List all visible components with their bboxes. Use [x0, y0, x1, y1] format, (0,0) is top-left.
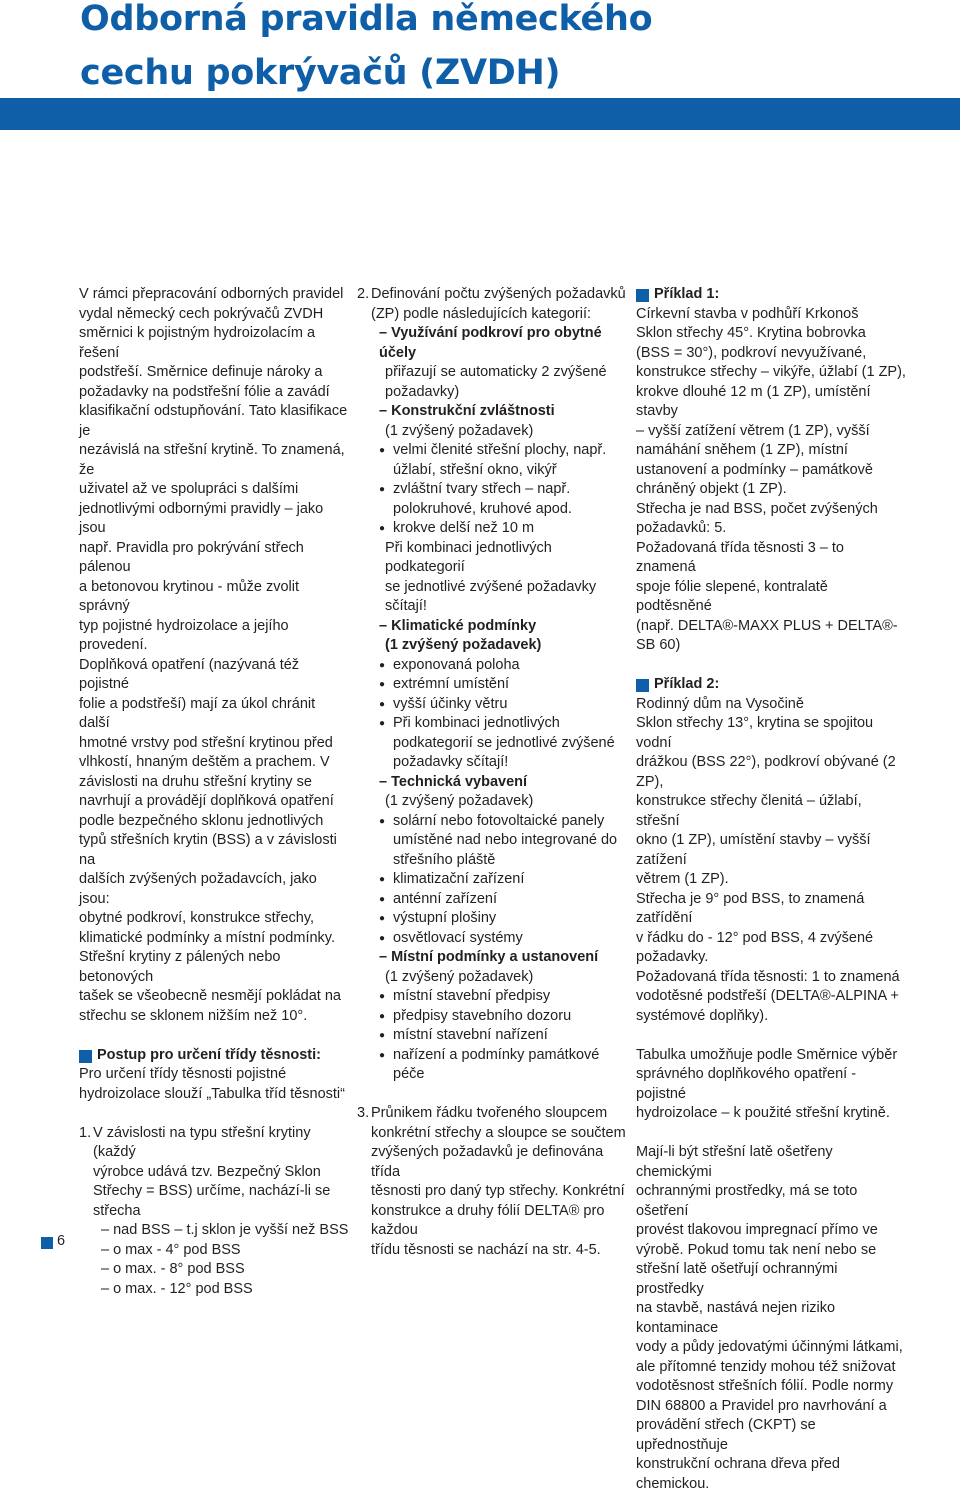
text-line: konstrukční ochrana dřeva před chemickou.: [636, 1456, 840, 1492]
text-line: Tabulka umožňuje podle Směrnice výběr: [636, 1046, 898, 1063]
bullet-item: ● velmi členité střešní plochy, např.: [357, 441, 632, 461]
text-line: typů střešních krytin (BSS) a v závislosti na: [79, 832, 337, 868]
category-5-list: [357, 987, 632, 1085]
text-line: (BSS = 30°), podkroví nevyužívané,: [636, 344, 867, 361]
text-line: závislosti na druhu střešní krytiny se: [79, 773, 312, 790]
text-line: Sklon střechy 13°, krytina se spojitou vodní: [636, 715, 874, 751]
bullet-item: ● zvláštní tvary střech – např.: [357, 480, 632, 500]
text-line: požadavky): [385, 383, 460, 400]
page-number-square-icon: [41, 1237, 53, 1249]
text-line: – o max. - 12° pod BSS: [101, 1280, 253, 1297]
bullet-item-continuation: umístěné nad nebo integrované do: [393, 832, 618, 848]
text-line: Střecha je nad BSS, počet zvýšených: [636, 500, 878, 517]
text-line: spoje fólie slepené, kontralatě podtěsněné: [636, 578, 828, 614]
bullet-item-continuation: polokruhové, kruhové apod.: [393, 500, 572, 517]
category-4-sub: (1 zvýšený požadavek): [385, 793, 534, 809]
text-line: chráněný objekt (1 ZP).: [636, 481, 787, 497]
category-2-note: [357, 539, 632, 617]
text-line: provedení.: [79, 637, 148, 653]
text-line: a betonovou krytinou - může zvolit správný: [79, 578, 300, 614]
bullet-item: ● Při kombinaci jednotlivých: [357, 714, 632, 734]
step-1: 1. V závislosti na typu střešní krytiny (každý výrobce udává tzv. Bezpečný Sklon Střechy = BSS) určíme, nachází-li se střecha: [79, 1124, 349, 1222]
bullet-item: ● nařízení a podmínky památkové péče: [357, 1046, 632, 1085]
title-line-1: Odborná pravidla německého: [80, 0, 653, 39]
header-bar: [0, 98, 960, 130]
category-2-title: – Konstrukční zvláštnosti: [379, 403, 555, 419]
bullet-item: ● předpisy stavebního dozoru: [357, 1007, 632, 1027]
text-line: správného doplňkového opatření - pojistné: [636, 1066, 857, 1102]
text-line: v řádku do - 12° pod BSS, 4 zvýšené: [636, 929, 874, 946]
bullet-item: ● vyšší účinky větru: [357, 695, 632, 715]
text-line: ustanovení a podmínky – památkově: [636, 461, 873, 478]
text-line: střešní latě ošetřují ochrannými prostředky: [636, 1261, 838, 1297]
text-line: hmotné vrstvy pod střešní krytinou před: [79, 734, 333, 751]
bullet-item: ● klimatizační zařízení: [357, 870, 632, 890]
table-usage-paragraph: [636, 1046, 906, 1124]
example-1-heading: Příklad 1:: [636, 285, 906, 305]
example-2-text: [636, 695, 906, 1027]
text-line: konkrétní střechy a sloupce se součtem: [371, 1124, 626, 1141]
page-number: 6: [57, 1233, 66, 1249]
text-line: uživatel až ve spolupráci s dalšími: [79, 481, 299, 497]
bullet-item-continuation: střešního pláště: [393, 851, 496, 868]
text-line: jednotlivými odbornými pravidly – jako jsou: [79, 500, 324, 536]
text-line: se jednotlivé zvýšené požadavky sčítají!: [385, 578, 597, 614]
title-line-2: cechu pokrývačů (ZVDH): [80, 53, 561, 93]
text-line: požadavky na podstřešní fólie a zavádí: [79, 383, 330, 400]
text-line: vody a půdy jedovatými účinnými látkami,: [636, 1339, 903, 1355]
text-line: těsnosti pro daný typ střechy. Konkrétní: [371, 1183, 625, 1199]
bullet-item-continuation: úžlabí, střešní okno, vikýř: [393, 461, 557, 478]
category-2-sub: (1 zvýšený požadavek): [385, 422, 534, 439]
text-line: – nad BSS – t.j sklon je vyšší než BSS: [101, 1222, 349, 1238]
text-line: podstřeší. Směrnice definuje nároky a: [79, 364, 323, 380]
text-line: výrobce udává tzv. Bezpečný Sklon: [93, 1163, 321, 1180]
intro-paragraph: [79, 285, 349, 1026]
bullet-item: ● extrémní umístění: [357, 675, 632, 695]
bullet-item: ● exponovaná poloha: [357, 656, 632, 676]
text-line: dalších zvýšených požadavcích, jako jsou:: [79, 871, 317, 907]
text-line: např. Pravidla pro pokrývání střech pálenou: [79, 539, 304, 575]
text-line: tašek se všeobecně nesmějí pokládat na: [79, 988, 341, 1004]
category-3-title: – Klimatické podmínky: [379, 617, 537, 634]
category-4-title: – Technická vybavení: [379, 773, 528, 790]
category-1-text: [357, 363, 632, 402]
category-5-title: – Místní podmínky a ustanovení: [379, 949, 599, 965]
text-line: provádění střech (CKPT) se upřednostňuje: [636, 1417, 816, 1453]
text-line: Definování počtu zvýšených požadavků: [371, 286, 626, 302]
text-line: střechu se sklonem nižším než 10°.: [79, 1007, 308, 1024]
bullet-item: ● osvětlovací systémy: [357, 929, 632, 949]
step-3: 3. Průnikem řádku tvořeného sloupcem konkrétní střechy a sloupce se součtem zvýšených požadavků je definována třída těsnosti pro daný typ střechy. Konkrétní konstrukce a druhy fólií DELTA® pro každou třídu těsnosti se nachází na str. 4-5.: [357, 1104, 632, 1260]
bullet-item: ● krokve delší než 10 m: [357, 519, 632, 539]
text-line: namáhání sněhem (1 ZP), místní: [636, 442, 848, 458]
category-2-list: [357, 441, 632, 539]
text-line: V rámci přepracování odborných pravidel: [79, 286, 344, 302]
column-left: [79, 285, 349, 1299]
text-line: klasifikační odstupňování. Tato klasifikace je: [79, 403, 348, 439]
text-line: konstrukce střechy členitá – úžlabí, střešní: [636, 793, 862, 829]
text-line: (např. DELTA®-MAXX PLUS + DELTA®-SB 60): [636, 617, 898, 653]
text-line: vlhkostí, hnaným deštěm a prachem. V: [79, 754, 330, 770]
step-2: 2. Definování počtu zvýšených požadavků (ZP) podle následujících kategorií:: [357, 285, 632, 324]
text-line: hydroizolace slouží „Tabulka tříd těsnosti“: [79, 1085, 345, 1102]
text-line: požadavků: 5.: [636, 520, 727, 536]
procedure-heading: Postup pro určení třídy těsnosti:: [79, 1046, 349, 1066]
bullet-item: ● anténní zařízení: [357, 890, 632, 910]
bullet-item-continuation: podkategorií se jednotlivé zvýšené: [393, 734, 615, 751]
procedure-text: [79, 1065, 349, 1104]
category-1-title: – Využívání podkroví pro obytné účely: [379, 325, 602, 361]
text-line: Pro určení třídy těsnosti pojistné: [79, 1066, 287, 1082]
text-line: výrobě. Pokud tomu tak není nebo se: [636, 1241, 877, 1258]
text-line: drážkou (BSS 22°), podkroví obývané (2 ZP),: [636, 754, 896, 790]
text-line: navrhují a provádějí doplňková opatření: [79, 793, 334, 809]
text-line: folie a podstřeší) mají za úkol chránit další: [79, 695, 316, 731]
bullet-item: ● místní stavební nařízení: [357, 1026, 632, 1046]
text-line: konstrukce a druhy fólií DELTA® pro každou: [371, 1202, 605, 1238]
text-line: systémové doplňky).: [636, 1007, 769, 1024]
text-line: nezávislá na střešní krytině. To znamená, že: [79, 442, 345, 478]
text-line: Průnikem řádku tvořeného sloupcem: [371, 1105, 608, 1121]
text-line: požadavky.: [636, 949, 709, 965]
text-line: Doplňková opatření (nazývaná též pojistné: [79, 656, 300, 692]
text-line: ochrannými prostředky, má se toto ošetření: [636, 1183, 858, 1219]
text-line: směrnici k pojistným hydroizolacím a řešení: [79, 325, 316, 361]
bullet-item: ● solární nebo fotovoltaické panely: [357, 812, 632, 832]
category-3-sub: (1 zvýšený požadavek): [385, 637, 542, 653]
text-line: vydal německý cech pokrývačů ZVDH: [79, 305, 324, 322]
text-line: vodotěsnost střešních fólií. Podle normy: [636, 1378, 894, 1394]
text-line: typ pojistné hydroizolace a jejího: [79, 617, 289, 634]
text-line: (ZP) podle následujících kategorií:: [371, 305, 592, 322]
text-line: Při kombinaci jednotlivých podkategorií: [385, 539, 552, 575]
text-line: ale přítomné tenzidy mohou též snižovat: [636, 1358, 896, 1375]
bullet-item: ● výstupní plošiny: [357, 909, 632, 929]
text-line: krokve dlouhé 12 m (1 ZP), umístění stavby: [636, 383, 871, 419]
text-line: provést tlakovou impregnací přímo ve: [636, 1222, 878, 1238]
text-line: zvýšených požadavků je definována třída: [371, 1144, 604, 1180]
heading-square-icon: [636, 679, 649, 692]
text-line: Mají-li být střešní latě ošetřeny chemickými: [636, 1144, 833, 1180]
text-line: obytné podkroví, konstrukce střechy,: [79, 910, 315, 926]
bullet-item: ● místní stavební předpisy: [357, 987, 632, 1007]
text-line: Požadovaná třída těsnosti 3 – to znamená: [636, 539, 844, 575]
wood-protection-paragraph: [636, 1143, 906, 1494]
bullet-item-continuation: požadavky sčítají!: [393, 754, 509, 770]
text-line: Rodinný dům na Vysočině: [636, 695, 804, 712]
category-3-list: [357, 656, 632, 773]
text-line: – o max - 4° pod BSS: [101, 1241, 241, 1258]
example-2-heading: Příklad 2:: [636, 675, 906, 695]
text-line: třídu těsnosti se nachází na str. 4-5.: [371, 1241, 601, 1258]
text-line: konstrukce střechy – vikýře, úžlabí (1 ZP),: [636, 364, 906, 380]
text-line: střecha: [93, 1202, 141, 1219]
text-line: Církevní stavba v podhůří Krkonoš: [636, 305, 859, 322]
text-line: podle bezpečného sklonu jednotlivých: [79, 812, 324, 829]
slope-list: [79, 1221, 349, 1299]
text-line: klimatické podmínky a místní podmínky.: [79, 929, 335, 946]
example-1-text: [636, 305, 906, 656]
text-line: Střechy = BSS) určíme, nachází-li se: [93, 1183, 331, 1199]
text-line: – vyšší zatížení větrem (1 ZP), vyšší: [636, 422, 870, 439]
text-line: přiřazují se automaticky 2 zvýšené: [385, 364, 607, 380]
text-line: vodotěsné podstřeší (DELTA®-ALPINA +: [636, 988, 899, 1004]
text-line: Střešní krytiny z pálených nebo betonových: [79, 949, 281, 985]
text-line: okno (1 ZP), umístění stavby – vyšší zatížení: [636, 832, 871, 868]
text-line: Požadovaná třída těsnosti: 1 to znamená: [636, 968, 900, 985]
text-line: DIN 68800 a Pravidel pro navrhování a: [636, 1397, 887, 1414]
text-line: Střecha je 9° pod BSS, to znamená zatřídění: [636, 890, 865, 926]
heading-square-icon: [636, 289, 649, 302]
page-title: [80, 0, 653, 93]
text-line: na stavbě, nastává nejen riziko kontaminace: [636, 1300, 836, 1336]
text-line: – o max. - 8° pod BSS: [101, 1261, 245, 1277]
column-middle: [357, 285, 632, 1260]
category-5-sub: (1 zvýšený požadavek): [385, 968, 534, 985]
heading-square-icon: [79, 1050, 92, 1063]
text-line: V závislosti na typu střešní krytiny (každý: [93, 1124, 311, 1160]
text-line: větrem (1 ZP).: [636, 871, 729, 887]
text-line: hydroizolace – k použité střešní krytině.: [636, 1105, 890, 1121]
column-right: [636, 285, 906, 1494]
category-4-list: [357, 812, 632, 949]
text-line: Sklon střechy 45°. Krytina bobrovka: [636, 325, 866, 341]
